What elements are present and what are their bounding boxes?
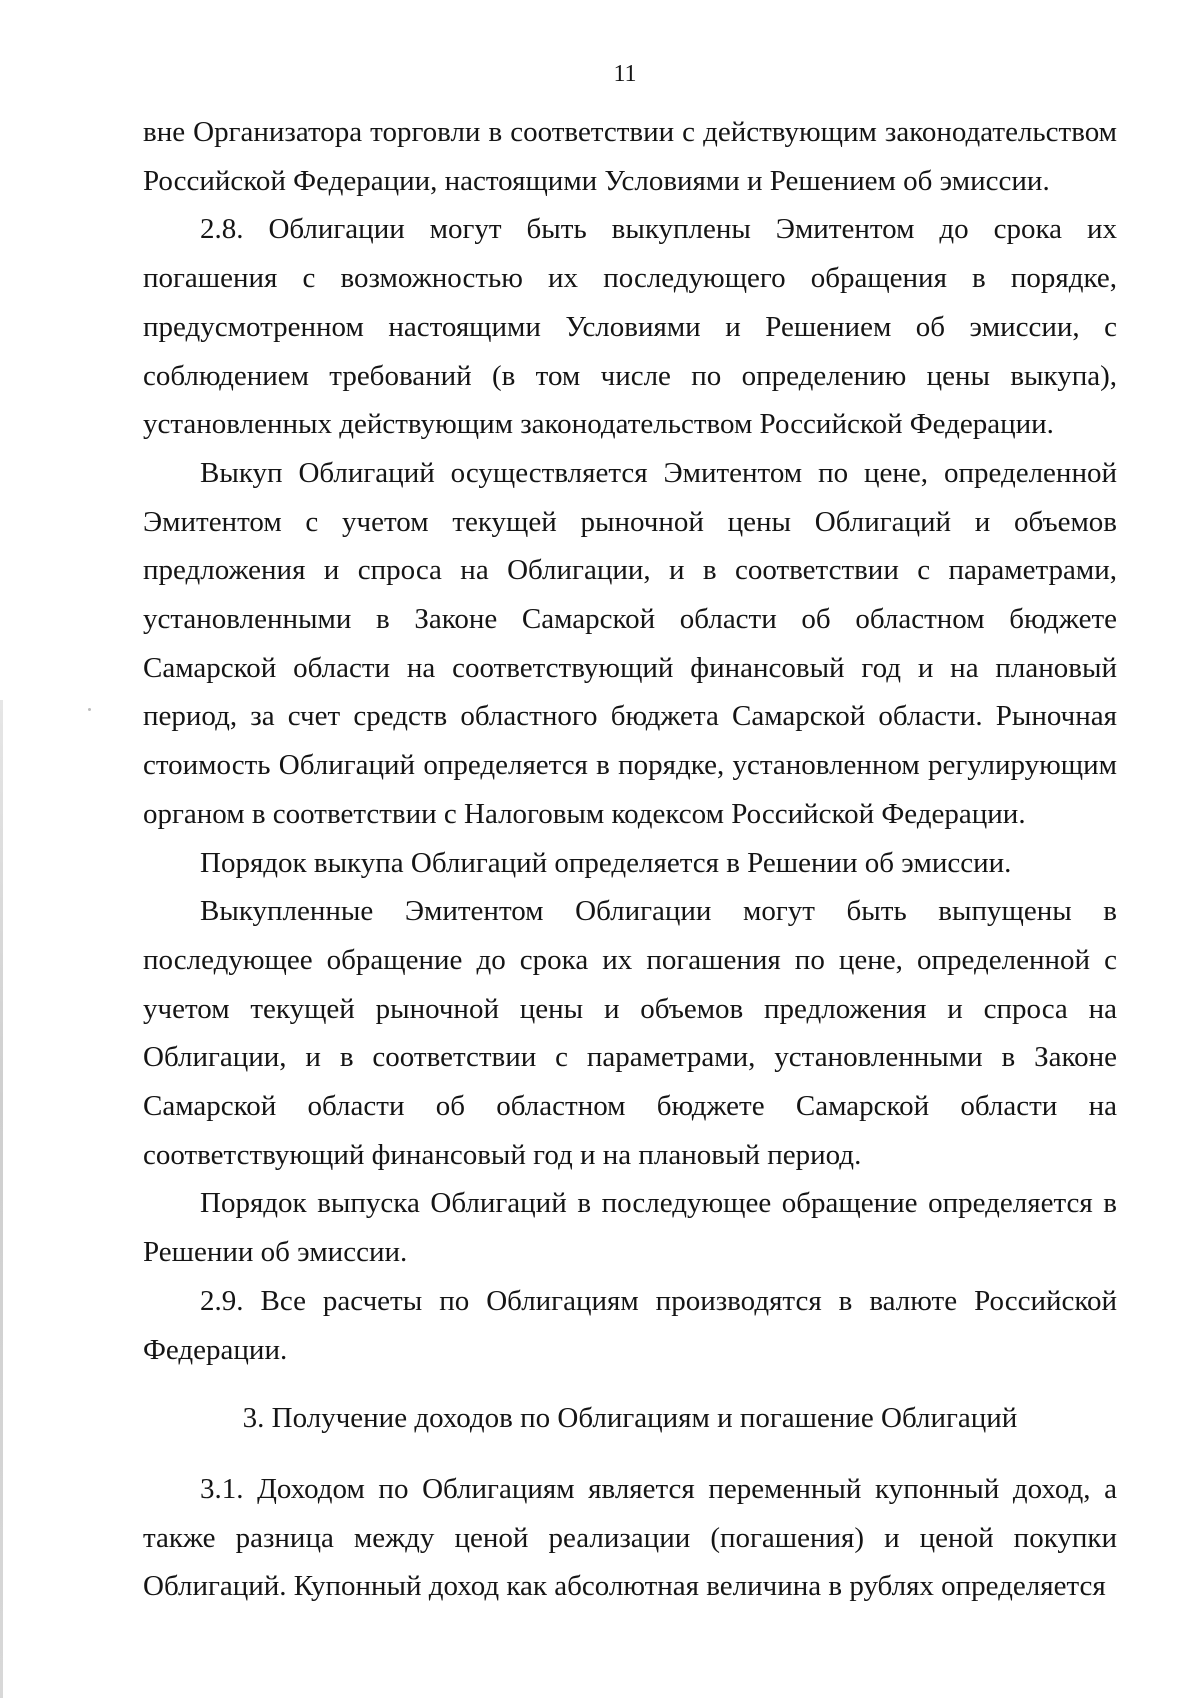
paragraph-clause-3-1: 3.1. Доходом по Облигациям является переменный купонный доход, а также разница между ценой реализации (погашения) и ценой покупки Облигаций. Купонный доход как абсолютная величина в рублях определяется — [143, 1472, 1117, 1603]
paragraph-buyback-procedure: Порядок выкупа Облигаций определяется в Решении об эмиссии. — [200, 846, 1012, 879]
paragraph-clause-2-8: 2.8. Облигации могут быть выкуплены Эмитентом до срока их погашения с возможностью их последующего обращения в порядке, предусмотренном настоящими Условиями и Решением об эмиссии, с соблюдением требований (в том числе по определению цены выкупа), установленных действующим законодательством Российской Федерации. — [143, 213, 1117, 441]
paragraph-continued: вне Организатора торговли в соответствии с действующим законодательством Российской Федерации, настоящими Условиями и Решением об эмиссии. — [143, 116, 1117, 197]
paragraph-reissue-procedure: Порядок выпуска Облигаций в последующее обращение определяется в Решении об эмиссии. — [143, 1187, 1117, 1269]
paragraph-buyback-price: Выкуп Облигаций осуществляется Эмитентом по цене, определенной Эмитентом с учетом текущей рыночной цены Облигаций и объемов предложения и спроса на Облигации, и в соответствии с параметрами, установленными в Законе Самарской области об областном бюджете Самарской области на соответствующий финансовый год и на плановый период, за счет средств областного бюджета Самарской области. Рыночная стоимость Облигаций определяется в порядке, установленном регулирующим органом в соответствии с Налоговым кодексом Российской Федерации. — [143, 456, 1117, 830]
paragraph-reissue: Выкупленные Эмитентом Облигации могут быть выпущены в последующее обращение до срока их погашения по цене, определенной с учетом текущей рыночной цены и объемов предложения и спроса на Облигации, и в соответствии с параметрами, установленными в Законе Самарской области об областном бюджете Самарской области на соответствующий финансовый год и на плановый период. — [143, 895, 1117, 1171]
paragraph-clause-2-9: 2.9. Все расчеты по Облигациям производятся в валюте Российской Федерации. — [143, 1284, 1117, 1366]
scan-edge-shadow — [0, 700, 3, 1698]
page-number: 11 — [613, 61, 637, 87]
document-body — [143, 108, 1117, 1611]
section-heading: 3. Получение доходов по Облигациям и погашение Облигаций — [242, 1402, 1018, 1435]
scan-speck — [88, 708, 91, 711]
